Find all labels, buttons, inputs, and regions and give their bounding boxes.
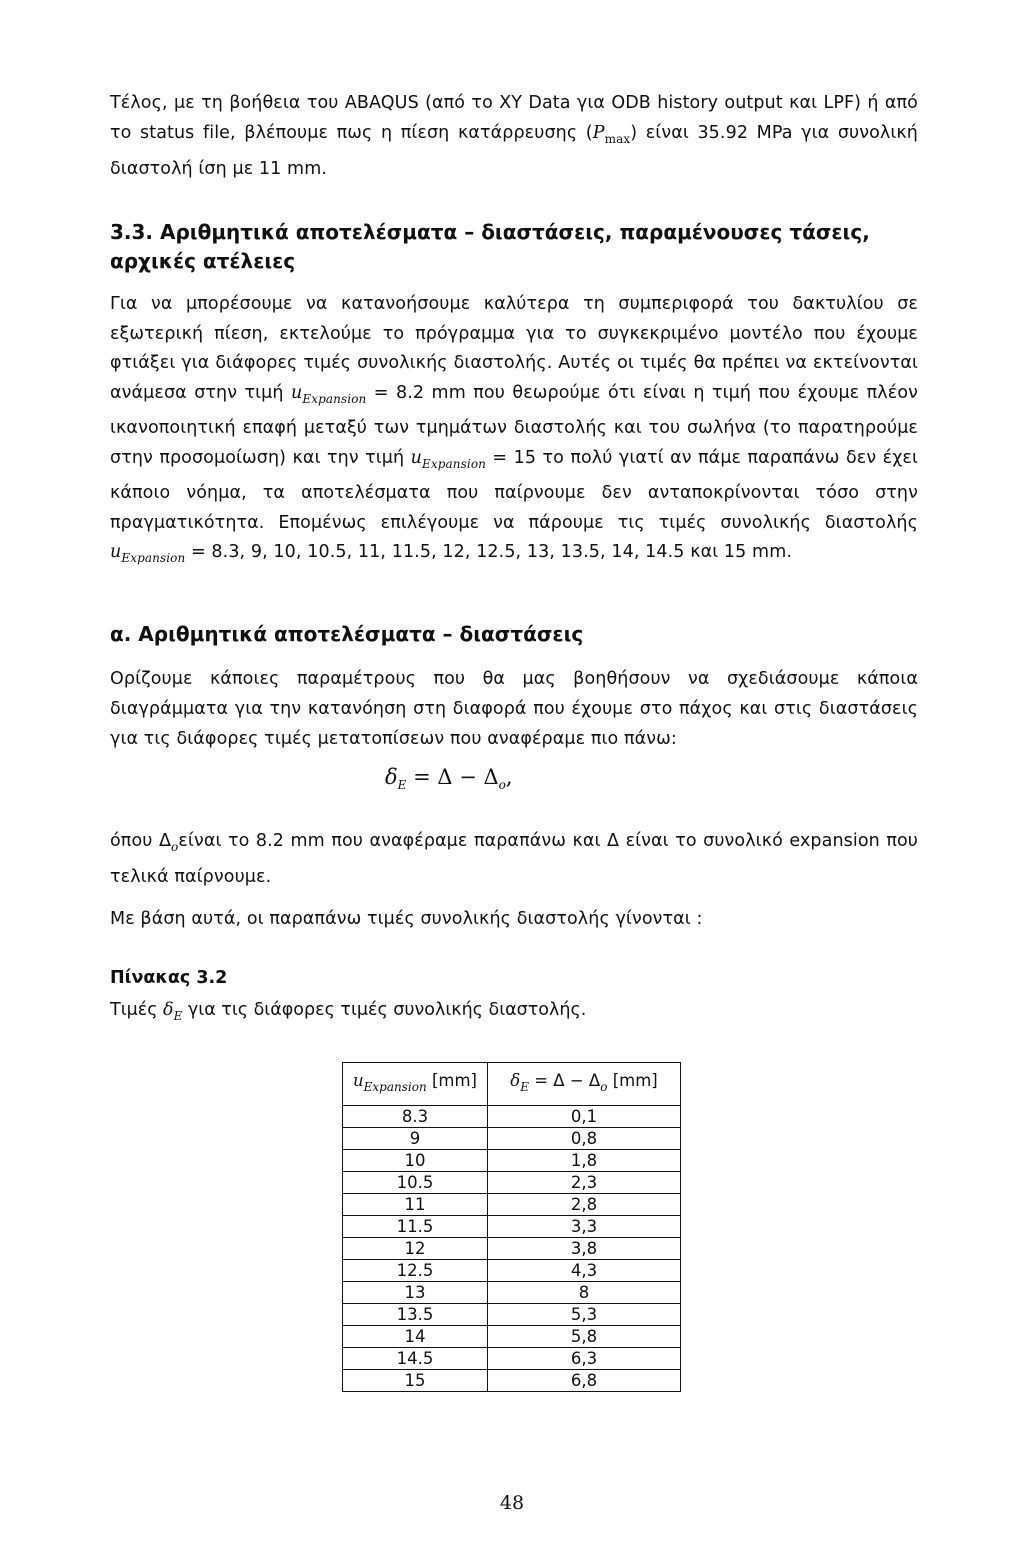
expansion-cell: 12 — [343, 1238, 488, 1260]
table-caption — [110, 1000, 586, 1023]
para1-text-3: = 15 το πολύ γιατί αν πάμε παραπάνω δεν έχει κάποιο νόημα, τα αποτελέσματα που παίρνουμε δεν ανταποκρίνονται τόσο στην πραγματικότητα. Επομένως επιλέγουμε να πάρουμε τις τιμές συνολικής διαστολής — [110, 447, 918, 533]
delta-e-cell: 1,8 — [488, 1150, 681, 1172]
delta-e-symbol: δ — [163, 1000, 174, 1020]
expansion-table — [342, 1062, 681, 1392]
delta-e-cell: 2,8 — [488, 1194, 681, 1216]
table-row — [343, 1150, 681, 1172]
expansion-subscript: Expansion — [302, 391, 367, 406]
para1-text-2: = 8.2 mm που θεωρούμε ότι είναι η τιμή που έχουμε πλέον ικανοποιητική επαφή μεταξύ των τμημάτων διαστολής και του σωλήνα (το παρατηρούμε στην προσομοίωση) και την τιμή — [110, 382, 918, 468]
expansion-cell: 9 — [343, 1128, 488, 1150]
delta-e-symbol: δ — [385, 765, 398, 789]
expansion-cell: 14 — [343, 1326, 488, 1348]
o-subscript: o — [498, 778, 506, 792]
table-header-row — [343, 1063, 681, 1106]
intro-text-b: ) είναι 35.92 MPa για συνολική διαστολή ίση με 11 mm. — [110, 123, 919, 179]
formula-equation: = Δ − Δ — [406, 765, 499, 789]
paragraph-expansion-values — [110, 290, 918, 574]
delta-e-cell: 6,8 — [488, 1370, 681, 1392]
delta-e-cell: 5,3 — [488, 1304, 681, 1326]
u-symbol: u — [353, 1071, 364, 1090]
delta-symbol: Δ — [158, 831, 172, 851]
expansion-cell: 10.5 — [343, 1172, 488, 1194]
delta-e-symbol: δ — [510, 1071, 521, 1090]
table-row — [343, 1194, 681, 1216]
expansion-cell: 15 — [343, 1370, 488, 1392]
delta-e-cell: 3,3 — [488, 1216, 681, 1238]
expansion-cell: 11 — [343, 1194, 488, 1216]
subsection-heading: α. Αριθμητικά αποτελέσματα – διαστάσεις — [110, 622, 584, 646]
para1-text-1: Για να μπορέσουμε να κατανοήσουμε καλύτερα τη συμπεριφορά του δακτυλίου σε εξωτερική πίεση, εκτελούμε το πρόγραμμα για το συγκεκριμένο μοντέλο που έχουμε φτιάξει για διάφορες τιμές συνολικής διαστολής. Αυτές οι τιμές θα πρέπει να εκτείνονται ανάμεσα στην τιμή — [110, 294, 918, 403]
paragraph-where — [110, 826, 918, 892]
para3-text-2: είναι το 8.2 mm που αναφέραμε παραπάνω και Δ είναι το συνολικό expansion που τελικά παίρνουμε. — [110, 831, 918, 887]
delta-e-cell: 0,1 — [488, 1106, 681, 1128]
expansion-cell: 11.5 — [343, 1216, 488, 1238]
header-delta-e — [488, 1063, 681, 1106]
p-subscript: max — [604, 132, 631, 146]
expansion-cell: 8.3 — [343, 1106, 488, 1128]
table-row — [343, 1216, 681, 1238]
u-symbol: u — [110, 542, 122, 562]
expansion-cell: 13.5 — [343, 1304, 488, 1326]
para1-text-4: = 8.3, 9, 10, 10.5, 11, 11.5, 12, 12.5, 13, 13.5, 14, 14.5 και 15 mm. — [185, 542, 793, 562]
expansion-cell: 13 — [343, 1282, 488, 1304]
table-row — [343, 1128, 681, 1150]
caption-text-2: για τις διάφορες τιμές συνολικής διαστολής. — [182, 1000, 587, 1020]
para3-text-1: όπου — [110, 831, 159, 851]
table-title: Πίνακας 3.2 — [110, 968, 228, 988]
intro-paragraph — [110, 88, 918, 184]
table-row — [343, 1106, 681, 1128]
u-symbol: u — [410, 447, 423, 468]
unit-label: [mm] — [431, 1071, 477, 1090]
delta-e-cell: 2,3 — [488, 1172, 681, 1194]
e-subscript: E — [520, 1080, 529, 1094]
delta-e-cell: 5,8 — [488, 1326, 681, 1348]
delta-e-cell: 8 — [488, 1282, 681, 1304]
p-symbol: P — [592, 123, 605, 143]
table-row — [343, 1304, 681, 1326]
expansion-subscript: Expansion — [422, 456, 486, 471]
formula-comma: , — [505, 765, 513, 789]
expansion-cell: 12.5 — [343, 1260, 488, 1282]
expansion-cell: 10 — [343, 1150, 488, 1172]
delta-e-formula — [385, 765, 513, 792]
delta-e-cell: 4,3 — [488, 1260, 681, 1282]
table-row — [343, 1172, 681, 1194]
expansion-subscript: Expansion — [121, 551, 186, 565]
header-expansion — [343, 1063, 488, 1106]
delta-e-cell: 3,8 — [488, 1238, 681, 1260]
e-subscript: E — [397, 778, 407, 792]
delta-e-cell: 0,8 — [488, 1128, 681, 1150]
table-row — [343, 1326, 681, 1348]
e-subscript: E — [173, 1009, 183, 1023]
o-subscript: o — [600, 1080, 608, 1094]
paragraph-based-on: Με βάση αυτά, οι παραπάνω τιμές συνολικής διαστολής γίνονται : — [110, 909, 703, 929]
paragraph-parameters: Ορίζουμε κάποιες παραμέτρους που θα μας βοηθήσουν να σχεδιάσουμε κάποια διαγράμματα για την κατανόηση στη διαφορά που έχουμε στο πάχος και στις διαστάσεις για τις διάφορες τιμές μετατοπίσεων που αναφέραμε πιο πάνω: — [110, 669, 918, 749]
expansion-cell: 14.5 — [343, 1348, 488, 1370]
page-number: 48 — [499, 1492, 525, 1514]
table-row — [343, 1260, 681, 1282]
expansion-subscript: Expansion — [363, 1080, 427, 1094]
caption-text-1: Τιμές — [110, 1000, 164, 1020]
table-row — [343, 1348, 681, 1370]
u-symbol: u — [291, 382, 303, 403]
header-equation: = Δ − Δ — [528, 1071, 601, 1090]
table-row — [343, 1238, 681, 1260]
table-row — [343, 1282, 681, 1304]
unit-label: [mm] — [612, 1071, 658, 1090]
delta-e-cell: 6,3 — [488, 1348, 681, 1370]
o-subscript: o — [171, 840, 179, 854]
section-heading: 3.3. Αριθμητικά αποτελέσματα – διαστάσεις, παραμένουσες τάσεις, αρχικές ατέλειες — [110, 220, 870, 273]
intro-text-a: Τέλος, με τη βοήθεια του ABAQUS (από το XY Data για ODB history output και LPF) ή από το status file, βλέπουμε πως η πίεση κατάρρευσης ( — [110, 93, 918, 143]
table-row — [343, 1370, 681, 1392]
